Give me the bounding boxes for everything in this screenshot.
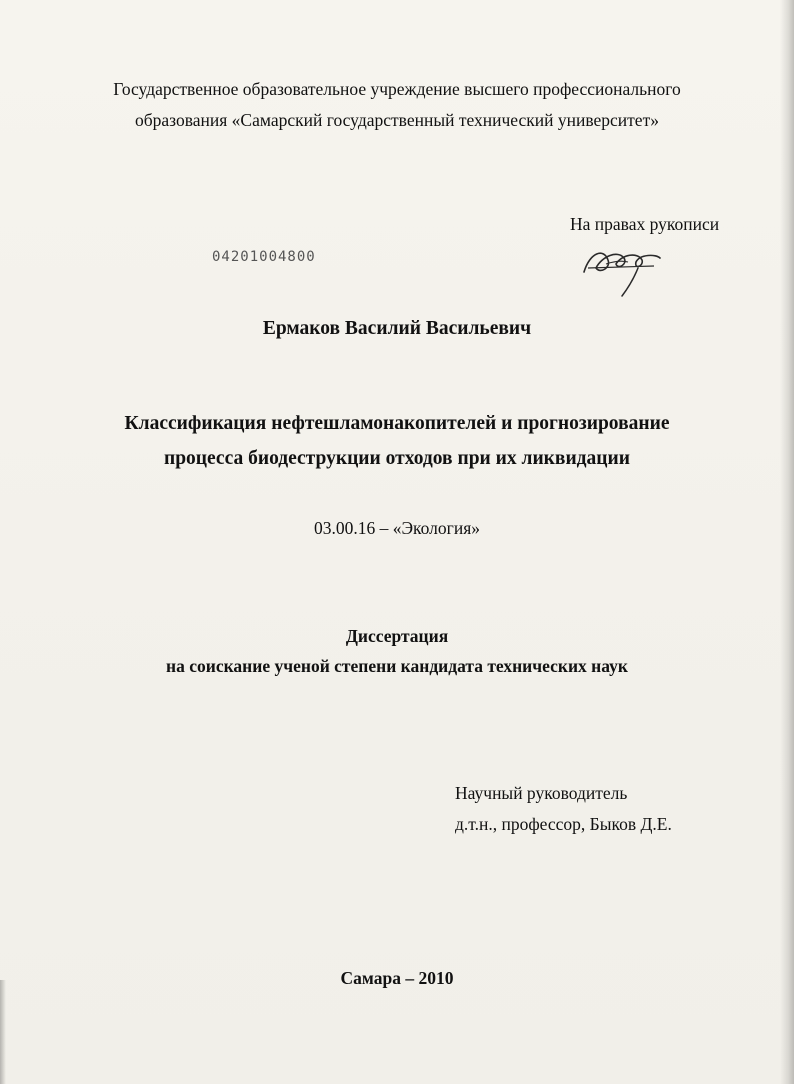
place-and-year: Самара – 2010 [340,968,454,988]
degree-line: на соискание ученой степени кандидата технических наук [166,656,628,676]
supervisor-label: Научный руководитель [455,783,628,803]
page-corner-shadow [0,980,6,1084]
supervisor-name: д.т.н., профессор, Быков Д.Е. [455,814,672,834]
institution-line-1: Государственное образовательное учреждение высшего профессионального [113,79,681,99]
catalog-code: 04201004800 [212,249,316,265]
title-line-2: процесса биодеструкции отходов при их ликвидации [163,448,631,469]
page-edge-shadow [780,0,794,1084]
handwritten-signature-icon [578,238,668,300]
dissertation-label: Диссертация [345,626,449,646]
institution-line-2: образования «Самарский государственный технический университет» [135,110,659,130]
author-name: Ермаков Василий Васильевич [262,318,532,339]
manuscript-rights-note: На правах рукописи [570,214,720,234]
specialty-code: 03.00.16 – «Экология» [313,518,480,538]
title-line-1: Классификация нефтешламонакопителей и прогнозирование [124,413,670,434]
